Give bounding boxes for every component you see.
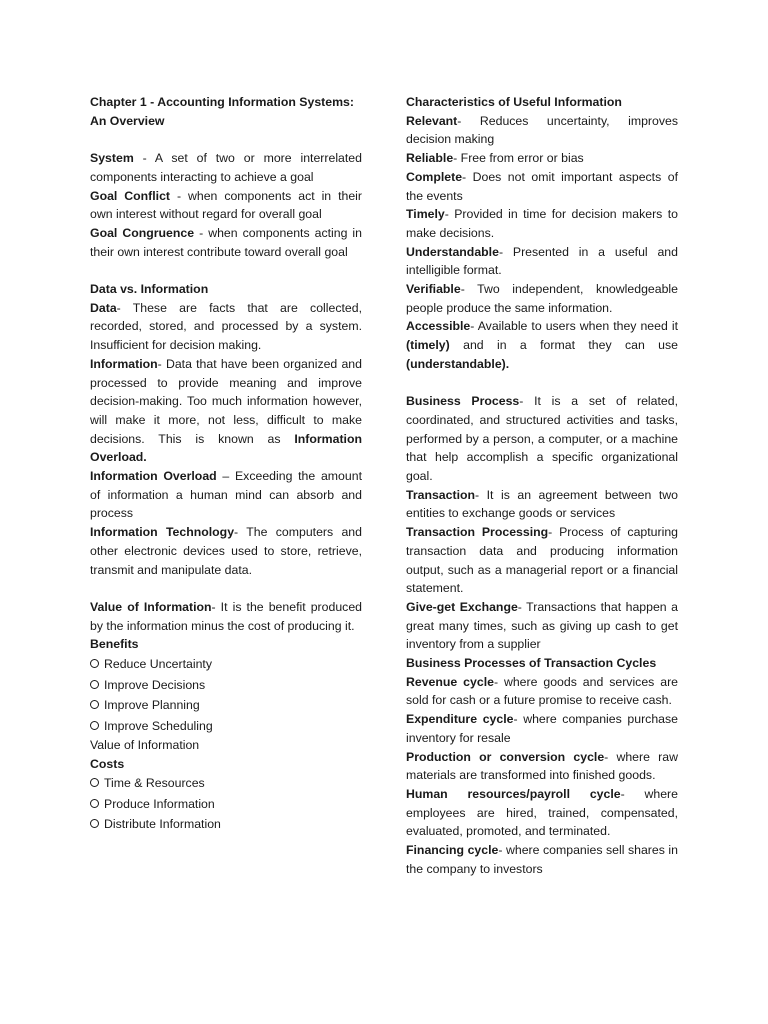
term-label: (timely) [406,338,450,353]
definition-text: - Transactions that happen a great many times, such as giving up cash to get inventory from a supplier [406,599,678,652]
data-definition [90,299,362,355]
term-label: Information [90,356,158,371]
value-of-information-definition [90,598,362,635]
circle-bullet-icon [90,680,99,689]
definition-text: - where employees are hired, trained, compensated, evaluated, promoted, and terminated. [406,787,678,839]
circle-bullet-icon [90,659,99,668]
definition-text: - These are facts that are collected, recorded, stored, and processed by a system. Insufficient for decision making. [90,300,362,353]
term-label: Verifiable [406,282,461,297]
definition-text: – Exceeding the amount of information a human mind can absorb and process [90,469,362,521]
term-label: Relevant [406,113,458,128]
definition-text: - Data that have been organized and processed to provide meaning and improve decision-making. Too much information however, will make it more, not less, difficult to make decisions. This is known as [90,356,362,446]
definition-text: - when components acting in their own interest contribute toward overall goal [90,225,362,259]
term-label: Complete [406,169,463,184]
term-label: Financing cycle [406,843,499,858]
heading-text: Data vs. Information [90,282,209,296]
term-label: Information Technology [90,525,235,540]
chapter-title-text: Chapter 1 - Accounting Information Systems: An Overview [90,95,354,128]
list-item-text: Distribute Information [104,817,221,832]
definition-text: - Presented in a useful and intelligible format. [406,244,678,278]
circle-bullet-icon [90,700,99,709]
term-label: Human resources/payroll cycle [406,787,621,801]
definition-text: - where goods and services are sold for cash or a future promise to receive cash. [406,674,679,708]
financing-cycle-definition [406,841,678,878]
definition-text: - It is a set of related, coordinated, and structured activities and tasks, performed by a person, a computer, or a machine that help accomplish a specific organizational goal. [406,394,678,484]
data-vs-information-heading [90,280,362,299]
term-label: Timely [406,207,445,222]
term-label: Information Overload [90,469,217,484]
revenue-cycle-definition [406,673,678,710]
business-process-definition [406,392,678,486]
definition-text: - Free from error or bias [453,151,584,166]
definition-text: - where raw materials are transformed into finished goods. [406,749,678,783]
term-label: Goal Conflict [90,188,171,203]
term-label: Transaction [406,487,476,502]
understandable-definition [406,243,678,280]
term-label: Transaction Processing [406,525,549,540]
give-get-exchange-definition [406,598,678,654]
transaction-definition [406,486,678,523]
production-cycle-definition [406,748,678,785]
expenditure-cycle-definition [406,710,678,747]
definition-text: - Process of capturing transaction data and producing information output, such as a managerial report or a financial statement. [406,525,679,596]
benefits-heading [90,635,362,654]
list-item-text: Improve Decisions [104,677,206,692]
definition-text: - Two independent, knowledgeable people produce the same information. [406,282,678,315]
term-label: Revenue cycle [406,674,494,689]
definition-text: - when components act in their own interest without regard for overall goal [90,188,362,222]
definition-text: - The computers and other electronic devices used to store, retrieve, transmit and manipulate data. [90,525,362,577]
definition-text: - Provided in time for decision makers to make decisions. [406,207,678,240]
term-label: System [90,151,134,166]
definition-text: - It is an agreement between two entities to exchange goods or services [406,487,678,521]
costs-heading [90,755,362,774]
benefit-item [90,695,362,716]
complete-definition [406,168,678,205]
term-label: Production or conversion cycle [406,749,605,764]
definition-text: - where companies sell shares in the company to investors [406,843,678,876]
term-label: (understandable). [406,356,510,371]
list-item-text: Improve Planning [104,698,200,713]
term-label: Reliable [406,151,454,166]
list-item-text: Reduce Uncertainty [104,657,212,672]
cost-item [90,773,362,794]
benefit-item [90,675,362,696]
information-technology-definition [90,523,362,579]
definition-text: - A set of two or more interrelated components interacting to achieve a goal [90,151,362,184]
heading-text: Costs [90,756,125,771]
information-definition [90,355,362,467]
reliable-definition [406,149,678,168]
term-label: Information Overload. [90,431,362,465]
list-item-text: Produce Information [104,796,215,811]
definition-text: - Available to users when they need it [470,319,678,334]
benefit-item [90,716,362,737]
circle-bullet-icon [90,819,99,828]
term-label: Value of Information [90,599,212,614]
accessible-definition [406,317,678,373]
list-item-text: Time & Resources [104,776,205,791]
hr-payroll-cycle-definition [406,785,678,841]
system-definition [90,149,362,186]
circle-bullet-icon [90,721,99,730]
definition-text: - where companies purchase inventory for resale [406,712,678,745]
transaction-cycles-heading [406,654,678,673]
term-label: Accessible [406,319,471,334]
term-label: Understandable [406,244,499,259]
heading-text: Characteristics of Useful Information [406,95,622,109]
term-label: Data [90,300,117,315]
term-label: Expenditure cycle [406,712,514,727]
definition-text: and in a format they can use [449,338,678,353]
definition-text: - Does not omit important aspects of the events [406,169,678,203]
benefit-item [90,654,362,675]
transaction-processing-definition [406,523,678,598]
term-label: Goal Congruence [90,225,195,240]
term-label: Business Process [406,394,520,409]
right-column [406,93,678,879]
cost-item [90,814,362,835]
heading-text: Business Processes of Transaction Cycles [406,656,657,671]
value-of-information-label: Value of Information [90,738,200,753]
term-label: Give-get Exchange [406,599,518,614]
left-column [90,93,362,835]
definition-text: - It is the benefit produced by the information minus the cost of producing it. [90,599,362,633]
definition-text: - Reduces uncertainty, improves decision making [406,113,678,147]
goal-conflict-definition [90,187,362,224]
relevant-definition [406,112,678,149]
list-item-text: Improve Scheduling [104,718,213,733]
goal-congruence-definition [90,224,362,261]
timely-definition [406,205,678,242]
chapter-title [90,93,362,130]
characteristics-heading [406,93,678,112]
cost-item [90,794,362,815]
information-overload-definition [90,467,362,523]
verifiable-definition [406,280,678,317]
circle-bullet-icon [90,799,99,808]
circle-bullet-icon [90,778,99,787]
heading-text: Benefits [90,637,139,652]
